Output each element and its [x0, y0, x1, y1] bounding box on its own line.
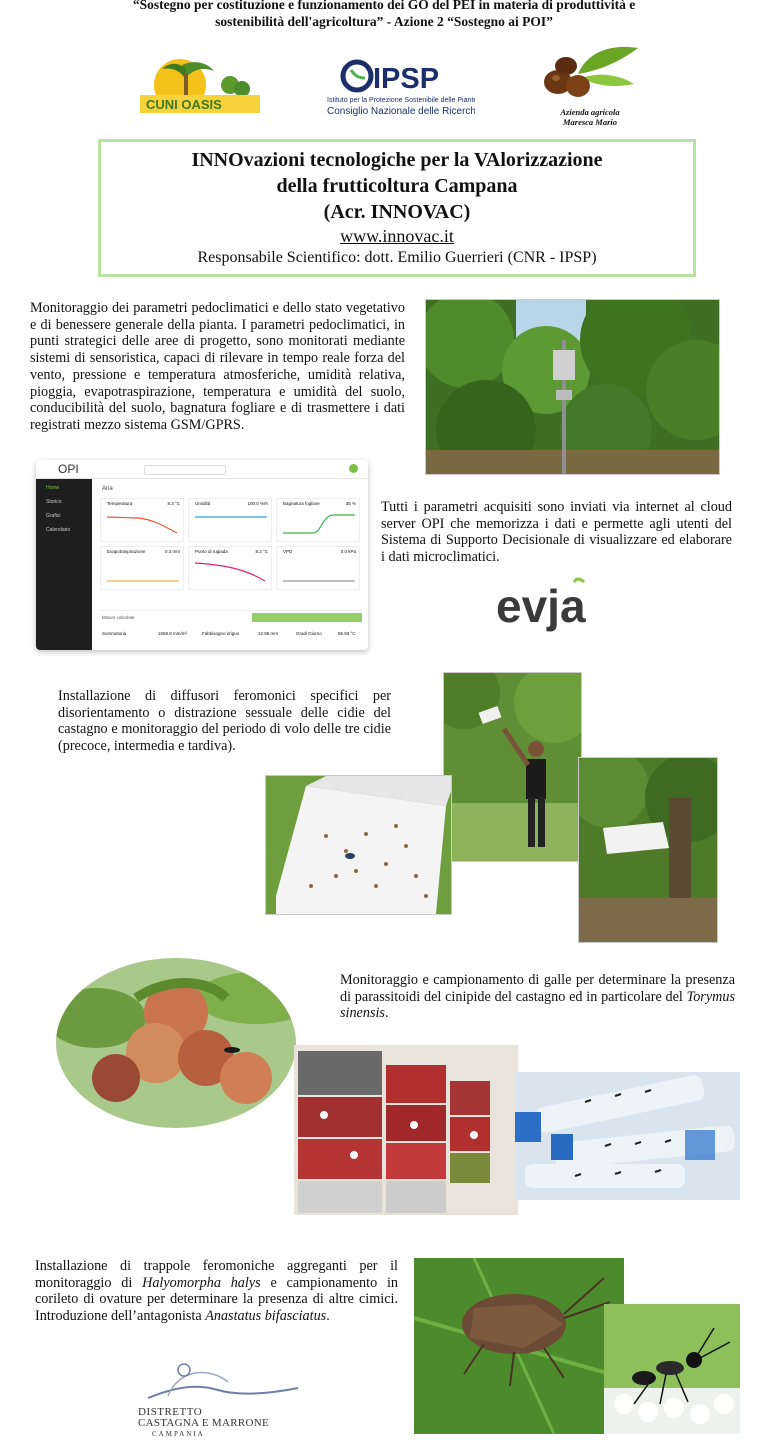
section-pheromone-text: Installazione di diffusori feromonici specifici per disorientamento o distrazione sessuale delle cidie del castagno e monitoraggio del periodo di volo delle tre cidie (precoce, intermedia e tardiva).	[58, 688, 391, 755]
project-title-box	[98, 139, 696, 277]
man-installing-trap-photo	[443, 672, 582, 862]
project-title-line2: della frutticoltura Campana	[276, 175, 518, 197]
sidebar-item-storico[interactable]: Storico	[46, 499, 62, 505]
dashboard-user-icon[interactable]	[349, 464, 358, 473]
sidebar-item-calendario[interactable]: Calendario	[46, 527, 71, 533]
dashboard-footer: Misure calcolate Sommatoria 1558.8 mm/m² Fabbisogno irriguo 22.98 mm Gradi Giorno 86.93 °C	[100, 610, 362, 647]
dashboard-cards	[100, 498, 362, 590]
azienda-maresca-logo: Azienda agricola Maresca Mario	[538, 44, 642, 124]
section-galls-text: Monitoraggio e campionamento di galle per determinare la presenza di parassitoidi del cinipide del castagno ed in particolare del Torymus sinensis.	[340, 972, 735, 1022]
card-bagnatura[interactable]: Bagnatura fogliare 35 %	[276, 498, 360, 542]
ipsp-cnr-logo	[325, 58, 475, 120]
weather-station-photo	[425, 299, 720, 475]
trap-on-tree-photo	[578, 757, 718, 943]
cuni-oasis-logo	[138, 55, 262, 117]
chestnut-galls-photo	[56, 958, 296, 1128]
card-temperatura[interactable]: Temperatura 8.3 °C	[100, 498, 184, 542]
sidebar-item-grafici[interactable]: Grafici	[46, 513, 61, 519]
card-umidita[interactable]: Umidità 100.0 %rh	[188, 498, 272, 542]
stink-bug-photo	[414, 1258, 624, 1434]
svg-text:IPSP: IPSP	[373, 63, 440, 95]
dashboard-section-title: Aria	[102, 486, 113, 492]
sample-tubes-photo	[515, 1072, 740, 1200]
evja-logo	[494, 576, 604, 636]
rearing-boxes-photo	[294, 1045, 518, 1215]
svg-text:CUNI OASIS: CUNI OASIS	[146, 97, 222, 112]
trap-closeup-photo	[265, 775, 452, 915]
project-title-line1: INNOvazioni tecnologiche per la VAlorizzazione	[191, 149, 603, 171]
section-cloud-text: Tutti i parametri acquisiti sono inviati via internet al cloud server OPI che memorizza i dati e permette agli utenti del Sistema di Supporto Decisionale di visualizzare ed elaborare i dati microclimatici.	[381, 499, 732, 566]
svg-text:Istituto per la Protezione Sos: Istituto per la Protezione Sostenibile delle Piante	[327, 97, 475, 104]
card-vpd[interactable]: VPD 0.0 kPa	[276, 546, 360, 590]
opi-dashboard-screenshot	[36, 460, 368, 650]
section-monitoring-text: Monitoraggio dei parametri pedoclimatici e dello stato vegetativo e di benessere generale della pianta. I parametri pedoclimatici, in punti strategici delle aree di progetto, sono monitorati mediante sistemi di sensoristica, capaci di rilevare in tempo reale forza del vento, pressione e temperatura atmosferiche, umidità relativa, pioggia, evapotraspirazione, temperatura e umidità del suolo, conducibilità del suolo, bagnatura fogliare e di trasmettere i dati registrati mezzo sistema GSM/GPRS.	[30, 300, 405, 433]
svg-text:evja: evja	[496, 580, 586, 632]
dashboard-sidebar	[36, 479, 92, 650]
sidebar-item-home[interactable]: Home	[46, 485, 60, 491]
card-punto-rugiada[interactable]: Punto di rugiada 8.2 °C	[188, 546, 272, 590]
project-acronym: (Acr. INNOVAC)	[323, 201, 471, 223]
header-text: “Sostegno per costituzione e funzionamento dei GO del PEI in materia di produttività e sostenibilità dell'agricoltura” - Azione 2 “Sostegno ai POI”	[132, 0, 636, 29]
distretto-castagna-logo: DISTRETTO CASTAGNA E MARRONE CAMPANIA	[138, 1360, 308, 1435]
scientific-responsible: Responsabile Scientifico: dott. Emilio Guerrieri (CNR - IPSP)	[197, 249, 597, 266]
project-website-link[interactable]: www.innovac.it	[340, 226, 454, 246]
section-halyomorpha-text: Installazione di trappole feromoniche aggreganti per il monitoraggio di Halyomorpha halys e campionamento in corileto di ovature per determinare la presenza di altre cimici. Introduzione dell’antagonista Anastatus bifasciatus.	[35, 1258, 398, 1325]
card-evapotraspirazione[interactable]: Evapotraspirazione 0.3 mm	[100, 546, 184, 590]
opi-brand: OPI	[58, 462, 79, 476]
svg-text:Consiglio Nazionale delle Rice: Consiglio Nazionale delle Ricerche	[327, 106, 475, 117]
anastatus-wasp-photo	[604, 1304, 740, 1434]
date-range-filter[interactable]	[252, 613, 362, 622]
